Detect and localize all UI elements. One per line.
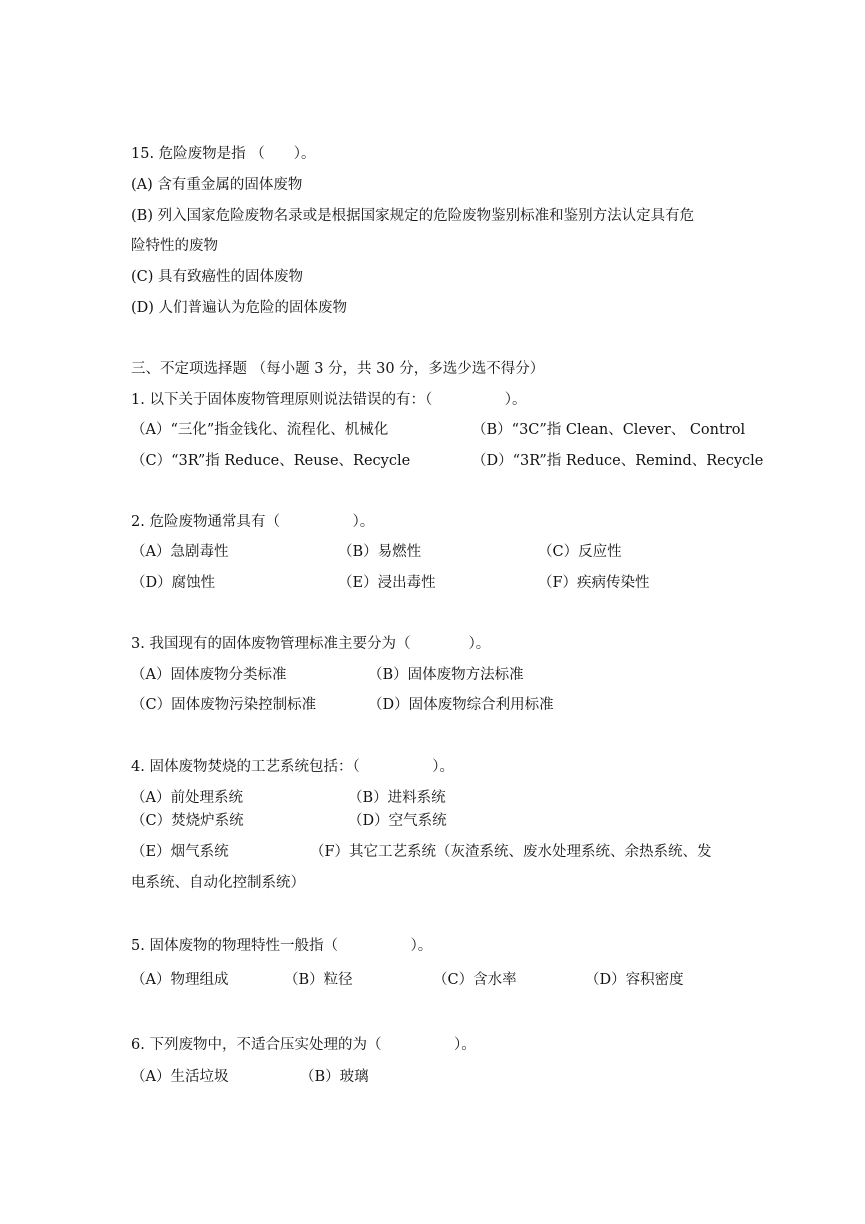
option-f-continued: 电系统、自动化控制系统） [131, 875, 305, 891]
question-stem: 3. 我国现有的固体废物管理标准主要分为（ ）。 [131, 636, 491, 652]
option-c: （C）固体废物污染控制标准 [131, 697, 317, 713]
option-a: （A）急剧毒性 [131, 544, 229, 560]
option-f: （F）疾病传染性 [538, 575, 650, 591]
question-stem: 2. 危险废物通常具有（ ）。 [131, 514, 375, 530]
option-b: （B）“3C”指 Clean、Clever、 Control [472, 422, 746, 438]
section-heading: 三、不定项选择题 （每小题 3 分，共 30 分，多选少选不得分） [131, 361, 545, 377]
question-stem: 5. 固体废物的物理特性一般指（ ）。 [131, 938, 433, 954]
question-stem: 15. 危险废物是指 （ ）。 [131, 146, 316, 162]
option-d: （D）“3R”指 Reduce、Remind、Recycle [472, 453, 764, 469]
option-a: （A）“三化”指金钱化、流程化、机械化 [131, 422, 389, 438]
option-b: (B) 列入国家危险废物名录或是根据国家规定的危险废物鉴别标准和鉴别方法认定具有危 [131, 208, 695, 224]
option-b-continued: 险特性的废物 [131, 238, 218, 254]
option-a: （A）前处理系统 [131, 790, 243, 806]
option-d: （D）空气系统 [348, 813, 447, 829]
option-b: （B）易燃性 [338, 544, 422, 560]
option-b: （B）固体废物方法标准 [368, 667, 524, 683]
option-c: （C）焚烧炉系统 [131, 813, 244, 829]
option-f: （F）其它工艺系统（灰渣系统、废水处理系统、余热系统、发 [310, 844, 712, 860]
option-a: （A）固体废物分类标准 [131, 667, 287, 683]
option-e: （E）浸出毒性 [338, 575, 436, 591]
option-c: （C）含水率 [433, 972, 517, 988]
option-d: （D）腐蚀性 [131, 575, 216, 591]
option-c: （C）“3R”指 Reduce、Reuse、Recycle [131, 453, 411, 469]
option-b: （B）玻璃 [300, 1069, 369, 1085]
question-stem: 6. 下列废物中，不适合压实处理的为（ ）。 [131, 1037, 476, 1053]
question-stem: 4. 固体废物焚烧的工艺系统包括：（ ）。 [131, 759, 454, 775]
option-d: (D) 人们普遍认为危险的固体废物 [131, 300, 348, 316]
option-e: （E）烟气系统 [131, 844, 229, 860]
option-a: （A）物理组成 [131, 972, 229, 988]
option-a: （A）生活垃圾 [131, 1069, 229, 1085]
question-stem: 1. 以下关于固体废物管理原则说法错误的有：（ ）。 [131, 392, 527, 408]
option-d: （D）容积密度 [585, 972, 684, 988]
option-a: (A) 含有重金属的固体废物 [131, 177, 303, 193]
option-b: （B）粒径 [284, 972, 353, 988]
option-c: （C）反应性 [538, 544, 622, 560]
option-c: (C) 具有致癌性的固体废物 [131, 269, 304, 285]
option-b: （B）进料系统 [348, 790, 446, 806]
option-d: （D）固体废物综合利用标准 [368, 697, 554, 713]
